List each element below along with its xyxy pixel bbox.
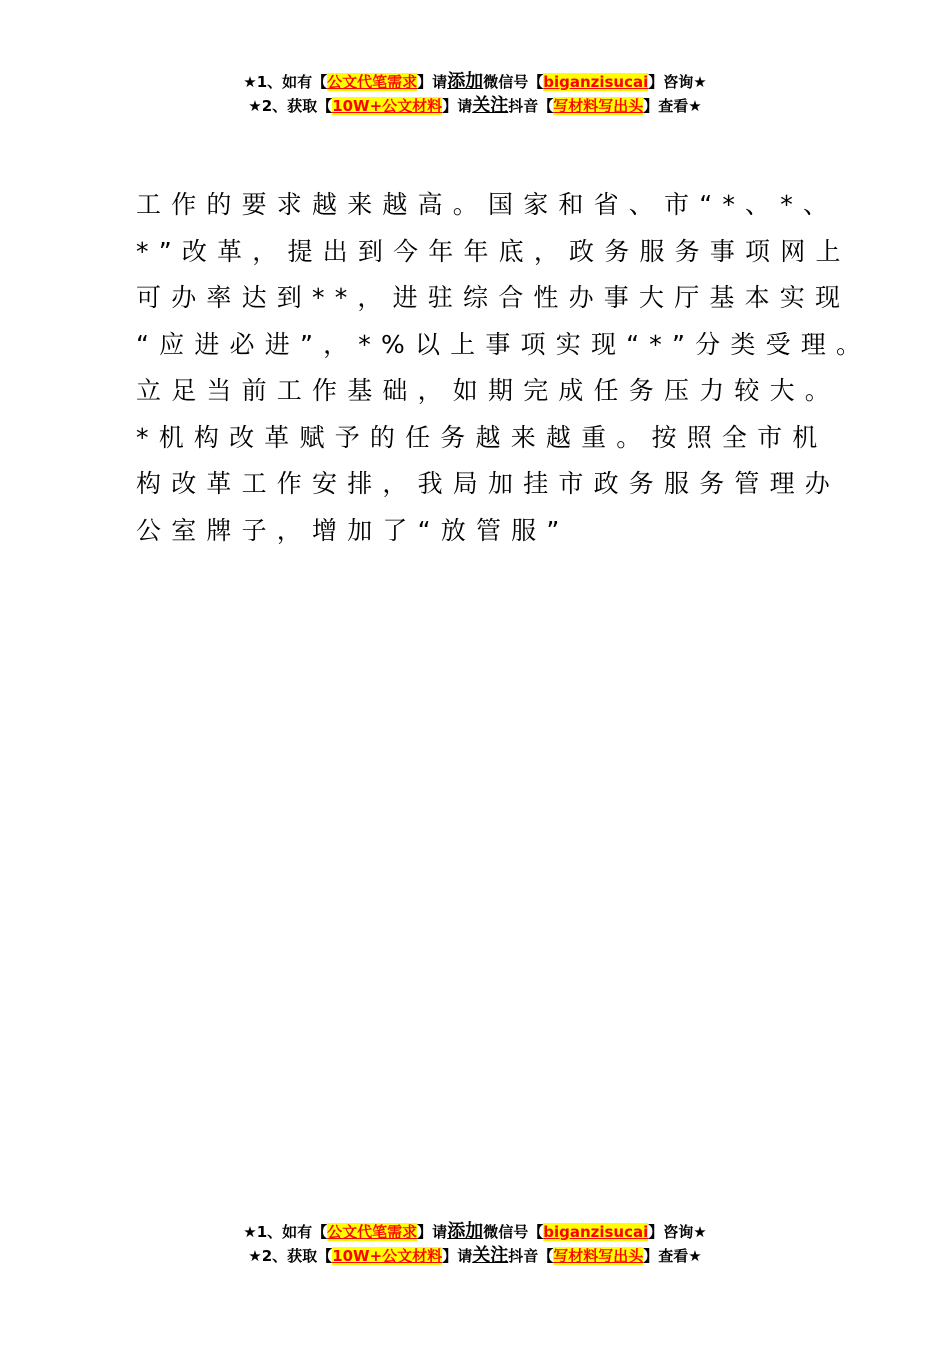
header-line-1-prefix: ★1、如有【 xyxy=(243,73,328,91)
header-line-2-suffix: 】查看★ xyxy=(643,97,702,115)
footer-wechat-id: biganzisucai xyxy=(543,1223,649,1241)
footer-line-2 xyxy=(0,1244,950,1268)
footer-line-1-prefix: ★1、如有【 xyxy=(243,1223,328,1241)
footer-add-word: 添加 xyxy=(447,1221,484,1242)
header-line-2 xyxy=(0,94,950,118)
footer-line-1 xyxy=(0,1220,950,1244)
header-douyin-label: 抖音【 xyxy=(508,97,554,115)
footer-highlight-service: 公文代笔需求 xyxy=(327,1223,418,1241)
footer-line-2-please: 】请 xyxy=(442,1247,473,1265)
header-wechat-label: 微信号【 xyxy=(483,73,544,91)
footer-follow-word: 关注 xyxy=(472,1245,509,1266)
header-banner xyxy=(0,70,950,118)
body-line-1: 工作的要求越来越高。国家和省、市“*、*、 xyxy=(136,190,839,219)
body-line-2: *”改革，提出到今年年底，政务服务事项网上 xyxy=(136,236,851,266)
footer-line-1-suffix: 】咨询★ xyxy=(648,1223,707,1241)
footer-wechat-label: 微信号【 xyxy=(483,1223,544,1241)
header-wechat-id: biganzisucai xyxy=(543,73,649,91)
header-follow-word: 关注 xyxy=(472,95,509,116)
body-line-8: 公室牌子，增加了“放管服” xyxy=(136,515,570,545)
footer-douyin-id: 写材料写出头 xyxy=(553,1247,644,1265)
body-line-5: 立足当前工作基础，如期完成任务压力较大。 xyxy=(136,376,841,405)
header-line-2-please: 】请 xyxy=(442,97,473,115)
body-line-4: “应进必进”，*%以上事项实现“*”分类受理。 xyxy=(136,329,872,359)
header-highlight-service: 公文代笔需求 xyxy=(327,73,418,91)
header-line-1-suffix: 】咨询★ xyxy=(648,73,707,91)
body-line-7: 构改革工作安排，我局加挂市政务服务管理办 xyxy=(136,469,841,498)
body-line-6: *机构改革赋予的任务越来越重。按照全市机 xyxy=(136,422,828,452)
footer-douyin-label: 抖音【 xyxy=(508,1247,554,1265)
document-body xyxy=(136,182,872,554)
header-line-1-please: 】请 xyxy=(417,73,448,91)
body-line-3: 可办率达到**，进驻综合性办事大厅基本实现 xyxy=(136,283,851,312)
footer-line-1-please: 】请 xyxy=(417,1223,448,1241)
footer-line-2-prefix: ★2、获取【 xyxy=(248,1247,333,1265)
header-add-word: 添加 xyxy=(447,71,484,92)
header-douyin-id: 写材料写出头 xyxy=(553,97,644,115)
header-highlight-materials: 10W+公文材料 xyxy=(332,97,443,115)
header-line-2-prefix: ★2、获取【 xyxy=(248,97,333,115)
footer-line-2-suffix: 】查看★ xyxy=(643,1247,702,1265)
footer-banner xyxy=(0,1220,950,1268)
header-line-1 xyxy=(0,70,950,94)
footer-highlight-materials: 10W+公文材料 xyxy=(332,1247,443,1265)
